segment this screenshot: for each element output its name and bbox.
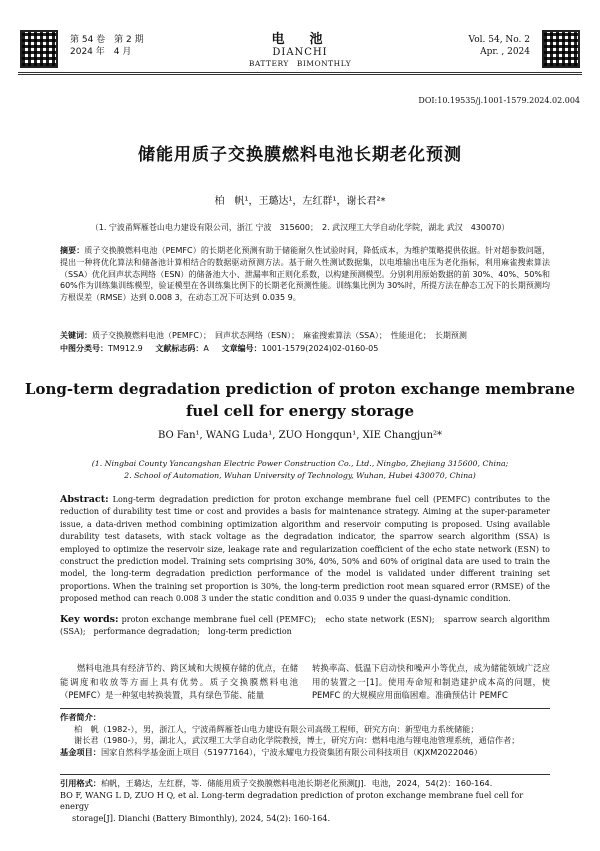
authors-cn: 柏 帆¹，王璐达¹，左红群¹，谢长君²* xyxy=(214,196,386,207)
affiliation-en-1: (1. Ningbai County Yancangshan Electric Power Construction Co., Ltd., Ningbo, Zhejiang 315600, China; xyxy=(91,459,509,468)
title-en-line-2: fuel cell for energy storage xyxy=(185,402,415,420)
footnotes xyxy=(60,712,550,758)
body-column-left: 燃料电池具有经济节约、跨区域和大规模存储的优点，在储能调度和收放等方面上具有优势。质子交换膜燃料电池（PEMFC）是一种氢电转换装置，具有绿色节能、能量 xyxy=(60,663,298,700)
journal-subtitle: BATTERY BIMONTHLY xyxy=(248,59,352,68)
volume-info-en xyxy=(469,34,530,58)
abstract-en xyxy=(60,494,550,606)
issue-date: 2024 年 4 月 xyxy=(70,47,132,57)
fund-label: 基金项目： xyxy=(60,746,101,757)
affiliations-cn: （1. 宁波甬辉雁苍山电力建设有限公司，浙江 宁波 315600； 2. 武汉理工大学自动化学院，湖北 武汉 430070） xyxy=(90,223,510,232)
citation-rule xyxy=(60,774,550,775)
journal-name-cn: 电 池 xyxy=(271,32,329,47)
doc-code-label: 文献标志码： xyxy=(155,344,204,353)
author-bio-label: 作者简介： xyxy=(60,712,101,722)
article-id-label: 文章编号： xyxy=(221,344,262,353)
qr-code-left xyxy=(20,30,58,68)
affiliations-en xyxy=(0,458,600,482)
fund-text: 国家自然科学基金面上项目（51977164），宁波永耀电力投资集团有限公司科技项目（KJXM2022046） xyxy=(100,746,483,757)
affiliation-en-2: 2. School of Automation, Wuhan University of Technology, Wuhan, Hubei 430070, China) xyxy=(124,471,476,480)
abstract-cn-label: 摘要： xyxy=(60,246,85,255)
qr-code-right xyxy=(542,30,580,68)
body-column-right: 转换率高、低温下启动快和噪声小等优点，成为储能领域广泛应用的装置之一[1]。使用寿命短和制造建护成本高的问题，使 PEMFC 的大规模应用面临困难。准确预估计 PEMFC xyxy=(312,663,550,700)
authors-en: BO Fan¹, WANG Luda¹, ZUO Hongqun¹, XIE Changjun²* xyxy=(157,430,443,441)
journal-name-en: DIANCHI xyxy=(272,47,328,58)
author-bio-2: 谢长君（1980-），男，湖北人，武汉理工大学自动化学院教授，博士，研究方向：燃料电池与锂电池管理系统，通信作者； xyxy=(74,735,520,745)
title-en xyxy=(0,378,600,422)
abstract-cn-text: 质子交换膜燃料电池（PEMFC）的长期老化预测有助于储能耐久性试验时间，降低成本，为维护策略提供依据。针对超参数问题，提出一种将优化算法和储备池计算相结合的数据驱动预测方法。基于耐久性测试数据集，以电堆输出电压为老化指标，利用麻雀搜索算法（SSA）优化回声状态网络（ESN）的储备池大小、泄漏率和正则化系数，以构建预测模型。分别利用原始数据的前 30%、40%、50%和 60%作为训练集训练模型，验证模型在各训练集比例下的长期老化预测性能。训练集比例为 30%时，所提方法在静态工况下的长期预测均方根误差（RMSE）达到 0.008 3，在动态工况下可达到 0.035 9。 xyxy=(60,246,550,303)
citation-label: 引用格式： xyxy=(60,778,101,788)
header-rule xyxy=(18,72,582,73)
keywords-en xyxy=(60,614,550,639)
clc-label: 中图分类号： xyxy=(60,344,108,353)
keywords-cn-label: 关键词： xyxy=(60,331,92,340)
citation-en-1: BO F, WANG L D, ZUO H Q, et al. Long-term degradation prediction of proton exchange membrane fuel cell for energy xyxy=(60,789,524,811)
article-id-value: 1001-1579(2024)02-0160-05 xyxy=(261,344,379,353)
journal-title-block xyxy=(200,28,400,69)
keywords-cn-text: 质子交换膜燃料电池（PEMFC）； 回声状态网络（ESN）； 麻雀搜索算法（SSA）； 性能退化； 长期预测 xyxy=(92,331,467,340)
citation-block xyxy=(60,778,550,824)
keywords-en-label: Key words: xyxy=(60,614,119,625)
doc-code-value: A xyxy=(203,344,209,353)
issue-date-en: Apr. , 2024 xyxy=(480,47,530,57)
citation-en-2: storage[J]. Dianchi (Battery Bimonthly), 2024, 54(2): 160-164. xyxy=(72,812,331,823)
classification-cn xyxy=(60,343,550,355)
volume-info xyxy=(70,34,144,58)
clc-value: TM912.9 xyxy=(108,344,143,353)
keywords-en-text: proton exchange membrane fuel cell (PEMFC); echo state network (ESN); sparrow search algorithm (SSA); performance degradation; long-term prediction xyxy=(60,615,550,637)
footnote-rule xyxy=(60,708,550,709)
title-en-line-1: Long-term degradation prediction of proton exchange membrane xyxy=(24,380,576,398)
abstract-en-text: Long-term degradation prediction for proton exchange membrane fuel cell (PEMFC) contributes to the reduction of durability test time or cost and provides a basis for maintenance strategy. Aiming at the super-parameter issue, a data-driven method combining optimization algorithm and reservoir computing is proposed. Using available durability test datasets, with stack voltage as the degradation indicator, the sparrow search algorithm (SSA) is employed to optimize the reservoir size, leakage rate and regularization coefficient of the echo state network (ESN) to construct the prediction model. Training sets comprising 30%, 40%, 50% and 60% of original data are used to train the model, the long-term degradation prediction performance of the model is validated under different training set proportions. When the training set proportion is 30%, the long-term prediction root mean squared error (RMSE) of the proposed method can reach 0.008 3 under the static condition and 0.035 9 under the quasi-dynamic condition. xyxy=(60,495,550,604)
title-cn: 储能用质子交换膜燃料电池长期老化预测 xyxy=(138,145,462,165)
citation-cn: 柏帆，王璐达，左红群，等．储能用质子交换膜燃料电池长期老化预测[J]．电池，2024，54(2)：160-164. xyxy=(100,778,493,788)
header-rule-2 xyxy=(18,74,582,75)
author-bio-1: 柏 帆（1982-），男，浙江人，宁波甬辉雁苍山电力建设有限公司高级工程师，研究方向：新型电力系统储能； xyxy=(74,723,479,734)
doi[interactable]: DOI:10.19535/j.1001-1579.2024.02.004 xyxy=(418,96,580,105)
keywords-cn xyxy=(60,330,550,342)
volume-issue-en: Vol. 54, No. 2 xyxy=(468,35,530,45)
abstract-cn xyxy=(60,245,550,304)
abstract-en-label: Abstract: xyxy=(60,494,109,505)
volume-issue: 第 54 卷 第 2 期 xyxy=(70,35,144,45)
